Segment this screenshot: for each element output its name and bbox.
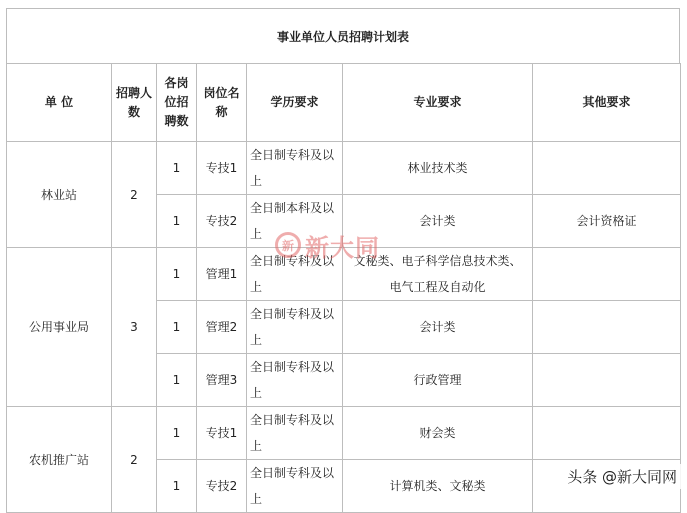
unit-cell: 林业站 xyxy=(7,142,112,248)
education-cell: 全日制专科及以上 xyxy=(247,248,343,301)
education-cell: 全日制专科及以上 xyxy=(247,460,343,513)
count-cell: 1 xyxy=(157,301,197,354)
watermark-circle-icon: 新 xyxy=(275,232,301,258)
count-cell: 1 xyxy=(157,460,197,513)
post-cell: 专技1 xyxy=(197,407,247,460)
count-cell: 1 xyxy=(157,407,197,460)
post-cell: 管理3 xyxy=(197,354,247,407)
education-cell: 全日制专科及以上 xyxy=(247,301,343,354)
table-row xyxy=(7,142,681,195)
source-credit: 头条 @新大同网 xyxy=(563,464,681,489)
total-cell: 2 xyxy=(112,142,157,248)
other-cell: 会计资格证 xyxy=(533,195,681,248)
count-cell: 1 xyxy=(157,248,197,301)
watermark-text: 新大同 xyxy=(305,233,380,262)
other-cell xyxy=(533,248,681,301)
header-education: 学历要求 xyxy=(247,64,343,142)
education-cell: 全日制专科及以上 xyxy=(247,407,343,460)
count-cell: 1 xyxy=(157,195,197,248)
major-cell: 计算机类、文秘类 xyxy=(343,460,533,513)
unit-cell: 公用事业局 xyxy=(7,248,112,407)
education-cell: 全日制专科及以上 xyxy=(247,354,343,407)
post-cell: 专技2 xyxy=(197,195,247,248)
major-cell: 行政管理 xyxy=(343,354,533,407)
total-cell: 2 xyxy=(112,407,157,513)
table-title: 事业单位人员招聘计划表 xyxy=(6,8,680,63)
other-cell xyxy=(533,301,681,354)
major-cell: 财会类 xyxy=(343,407,533,460)
count-cell: 1 xyxy=(157,354,197,407)
major-cell: 文秘类、电子科学信息技术类、 电气工程及自动化 xyxy=(343,248,533,301)
education-cell: 全日制本科及以上 xyxy=(247,195,343,248)
header-major: 专业要求 xyxy=(343,64,533,142)
header-recruit-number: 招聘人数 xyxy=(112,64,157,142)
post-cell: 管理1 xyxy=(197,248,247,301)
other-cell xyxy=(533,407,681,460)
other-cell xyxy=(533,354,681,407)
major-cell: 会计类 xyxy=(343,195,533,248)
table-row xyxy=(7,248,681,301)
major-cell: 林业技术类 xyxy=(343,142,533,195)
major-cell: 会计类 xyxy=(343,301,533,354)
header-other: 其他要求 xyxy=(533,64,681,142)
header-post-name: 岗位名称 xyxy=(197,64,247,142)
header-unit: 单 位 xyxy=(7,64,112,142)
other-cell xyxy=(533,142,681,195)
header-post-number: 各岗位招聘数 xyxy=(157,64,197,142)
education-cell: 全日制专科及以上 xyxy=(247,142,343,195)
post-cell: 专技2 xyxy=(197,460,247,513)
recruitment-plan-table xyxy=(6,63,681,513)
count-cell: 1 xyxy=(157,142,197,195)
unit-cell: 农机推广站 xyxy=(7,407,112,513)
table-row xyxy=(7,407,681,460)
total-cell: 3 xyxy=(112,248,157,407)
post-cell: 管理2 xyxy=(197,301,247,354)
header-row xyxy=(7,64,681,142)
post-cell: 专技1 xyxy=(197,142,247,195)
